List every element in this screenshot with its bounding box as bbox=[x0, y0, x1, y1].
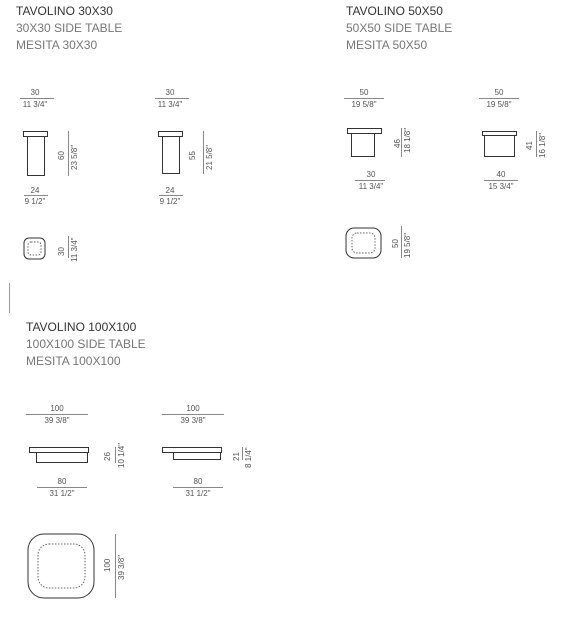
title-line-it: TAVOLINO 30X30 bbox=[16, 4, 113, 18]
title-line-es: MESITA 50X50 bbox=[346, 38, 428, 52]
dim-height-in: 10 1/4" bbox=[117, 442, 126, 468]
dim-top-width-in: 19 5/8" bbox=[486, 100, 512, 109]
dim-height-in: 21 5/8" bbox=[205, 144, 214, 170]
title-line-en: 30X30 SIDE TABLE bbox=[16, 21, 123, 35]
dim-top-width-cm: 100 bbox=[186, 404, 200, 413]
title-line-it: TAVOLINO 100X100 bbox=[26, 320, 137, 334]
dim-plan-cm: 50 bbox=[391, 239, 400, 248]
dim-base-in: 11 3/4" bbox=[358, 182, 384, 191]
dim-height-cm: 55 bbox=[188, 151, 197, 160]
dim-base-in: 15 3/4" bbox=[488, 182, 514, 191]
dim-height-cm: 60 bbox=[57, 151, 66, 160]
dim-base-cm: 80 bbox=[57, 477, 67, 486]
dim-base-in: 9 1/2" bbox=[159, 197, 181, 206]
dim-base-cm: 40 bbox=[496, 170, 506, 179]
dim-base-cm: 24 bbox=[165, 186, 175, 195]
dim-top-width-in: 11 3/4" bbox=[22, 100, 48, 109]
dim-plan-cm: 30 bbox=[57, 247, 66, 256]
dim-plan-in: 39 3/8" bbox=[117, 554, 126, 580]
plan-30-outline bbox=[24, 238, 45, 259]
dim-plan-in: 11 3/4" bbox=[70, 237, 79, 262]
title-line-en: 50X50 SIDE TABLE bbox=[346, 21, 453, 35]
dim-top-width-cm: 30 bbox=[30, 88, 40, 97]
plan-30-inner bbox=[28, 242, 41, 255]
dim-base-in: 31 1/2" bbox=[185, 489, 211, 498]
dim-height-in: 8 1/4" bbox=[244, 447, 253, 468]
title-line-en: 100X100 SIDE TABLE bbox=[26, 337, 146, 351]
dim-top-width-in: 39 3/8" bbox=[44, 416, 70, 425]
dim-top-width-in: 11 3/4" bbox=[157, 100, 183, 109]
dim-plan-in: 19 5/8" bbox=[403, 232, 412, 258]
title-line-es: MESITA 100X100 bbox=[26, 354, 121, 368]
title-line-es: MESITA 30X30 bbox=[16, 38, 98, 52]
dim-base-cm: 24 bbox=[30, 186, 40, 195]
dim-height-in: 23 5/8" bbox=[70, 144, 79, 170]
dim-top-width-in: 39 3/8" bbox=[180, 416, 206, 425]
dim-height-in: 16 1/8" bbox=[538, 132, 547, 158]
dim-base-in: 31 1/2" bbox=[49, 489, 75, 498]
dim-top-width-cm: 50 bbox=[494, 88, 504, 97]
dim-height-cm: 46 bbox=[393, 139, 402, 148]
dim-base-cm: 30 bbox=[366, 170, 376, 179]
dim-top-width-in: 19 5/8" bbox=[351, 100, 377, 109]
dim-base-in: 9 1/2" bbox=[24, 197, 46, 206]
dim-top-width-cm: 50 bbox=[359, 88, 369, 97]
plan-50-inner bbox=[352, 233, 375, 253]
plan-100-inner bbox=[38, 544, 85, 588]
dim-plan-cm: 100 bbox=[103, 558, 112, 572]
title-line-it: TAVOLINO 50X50 bbox=[346, 4, 443, 18]
dim-base-cm: 80 bbox=[193, 477, 203, 486]
dim-height-in: 18 1/8" bbox=[403, 127, 412, 153]
dim-height-cm: 26 bbox=[103, 452, 112, 461]
dim-top-width-cm: 30 bbox=[165, 88, 175, 97]
dim-height-cm: 41 bbox=[525, 141, 534, 150]
dim-top-width-cm: 100 bbox=[50, 404, 64, 413]
dim-height-cm: 21 bbox=[232, 452, 241, 461]
